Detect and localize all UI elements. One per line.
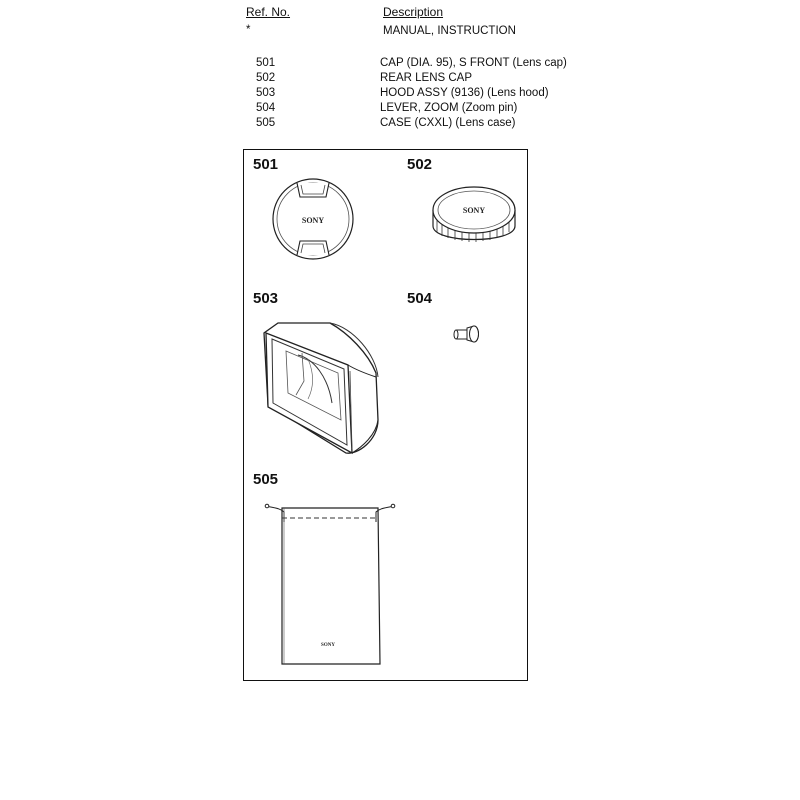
row-ref: 502 <box>256 72 276 84</box>
figure-number-503: 503 <box>253 290 279 307</box>
rear-lens-cap-illustration <box>428 180 520 252</box>
row-description: CASE (CXXL) (Lens case) <box>380 117 516 129</box>
front-lens-cap-illustration <box>270 175 360 267</box>
row-description: LEVER, ZOOM (Zoom pin) <box>380 102 518 114</box>
description-header: Description <box>383 5 444 19</box>
row-description: REAR LENS CAP <box>380 72 473 84</box>
zoom-pin-illustration <box>452 322 484 346</box>
figure-number-502: 502 <box>407 156 433 173</box>
row-description: HOOD ASSY (9136) (Lens hood) <box>380 87 549 99</box>
row-ref: * <box>246 24 251 36</box>
row-description: MANUAL, INSTRUCTION <box>383 25 516 37</box>
figure-number-501: 501 <box>253 156 279 173</box>
brand-logo: SONY <box>321 643 335 648</box>
lens-case-illustration <box>264 500 396 670</box>
row-ref: 501 <box>256 57 276 69</box>
row-ref: 505 <box>256 117 276 129</box>
ref-no-header: Ref. No. <box>246 5 291 19</box>
lens-hood-illustration <box>258 315 386 460</box>
row-ref: 503 <box>256 87 276 99</box>
figure-number-505: 505 <box>253 471 279 488</box>
figure-number-504: 504 <box>407 290 433 307</box>
brand-logo: SONY <box>462 206 486 215</box>
row-ref: 504 <box>256 102 276 114</box>
row-description: CAP (DIA. 95), S FRONT (Lens cap) <box>380 57 567 69</box>
brand-logo: SONY <box>301 216 325 225</box>
